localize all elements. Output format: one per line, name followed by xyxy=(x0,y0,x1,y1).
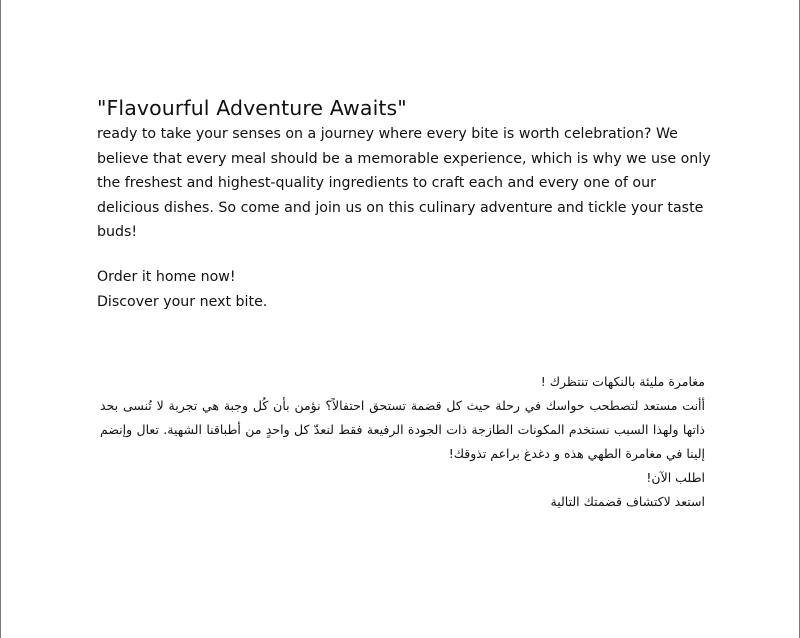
arabic-discover-line: استعد لاكتشاف قضمتك التالية xyxy=(550,494,705,509)
page-left-border xyxy=(0,0,1,638)
arabic-body-paragraph: أأنت مستعد لتصطحب حواسك في رحلة حيث كل قضمة تستحق احتفالاً؟ نؤمن بأن كُل وجبة هي تجربة لا تُنسى بحد ذاتها ولهذا السبب نستخدم المكونات الطازجة ذات الجودة الرفيعة فقط لنعدّ كل واحدٍ من أطباقنا الشهية. تعال وإنضم إلينا في مغامرة الطهي هذه و دغدغ براعم تذوقك! xyxy=(100,398,705,461)
english-title: "Flavourful Adventure Awaits" xyxy=(97,96,407,120)
english-discover-line: Discover your next bite. xyxy=(97,293,268,310)
paragraph-spacer xyxy=(97,245,722,265)
arabic-order-line: اطلب الآن! xyxy=(646,470,705,485)
arabic-section xyxy=(100,370,705,514)
english-order-line: Order it home now! xyxy=(97,268,236,285)
english-section xyxy=(97,94,722,315)
arabic-title: مغامرة مليئة بالنكهات تنتظرك ! xyxy=(540,374,705,389)
english-body-paragraph: ready to take your senses on a journey where every bite is worth celebration? We believe that every meal should be a memorable experience, which is why we use only the freshest and highest-quality ingredients to craft each and every one of our delicious dishes. So come and join us on this culinary adventure and tickle your taste buds! xyxy=(97,126,711,240)
